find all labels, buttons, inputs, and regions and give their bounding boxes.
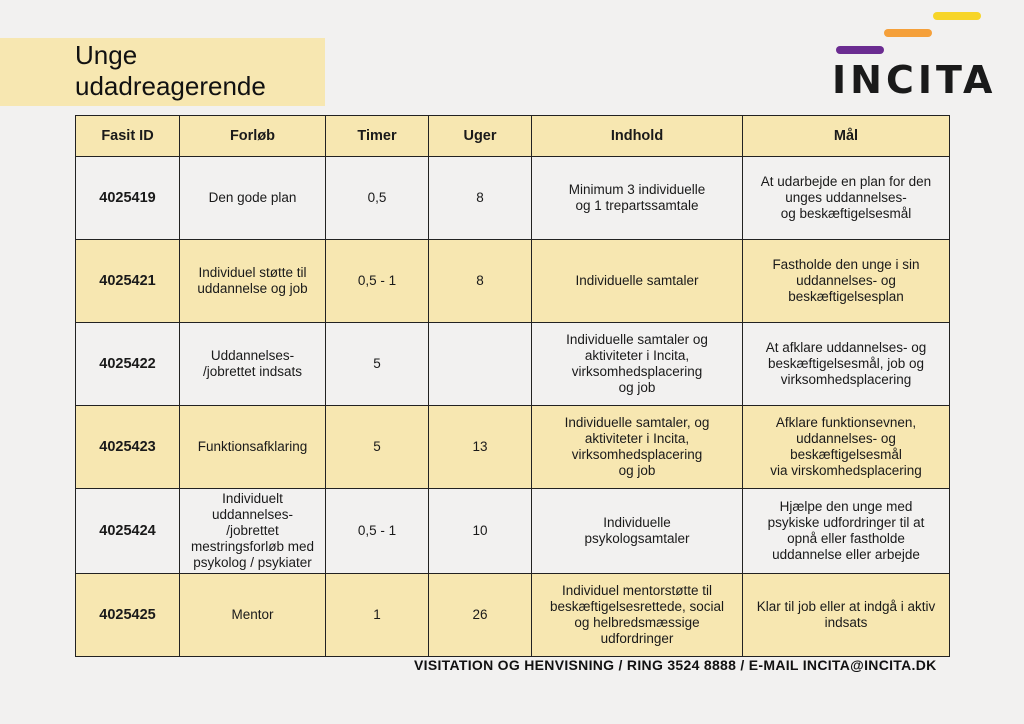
table-row: [76, 240, 950, 323]
cell-uger: 8: [429, 240, 532, 323]
cell-forlob: Uddannelses- /jobrettet indsats: [180, 323, 326, 406]
incita-logo: [832, 8, 997, 103]
cell-maal: Klar til job eller at indgå i aktiv indsats: [743, 574, 950, 657]
cell-timer: 0,5: [326, 157, 429, 240]
header-forlob: Forløb: [180, 116, 326, 157]
cell-maal: At udarbejde en plan for den unges uddannelses- og beskæftigelsesmål: [743, 157, 950, 240]
cell-fasit-id: 4025424: [76, 489, 180, 574]
services-table: [75, 115, 950, 657]
cell-maal: Hjælpe den unge med psykiske udfordringer til at opnå eller fastholde uddannelse eller arbejde: [743, 489, 950, 574]
table-row: [76, 323, 950, 406]
header-maal: Mål: [743, 116, 950, 157]
cell-timer: 0,5 - 1: [326, 489, 429, 574]
cell-forlob: Den gode plan: [180, 157, 326, 240]
logo-wordmark: INCITA: [832, 58, 997, 102]
cell-fasit-id: 4025421: [76, 240, 180, 323]
cell-uger: 10: [429, 489, 532, 574]
cell-uger: 8: [429, 157, 532, 240]
cell-timer: 0,5 - 1: [326, 240, 429, 323]
cell-maal: At afklare uddannelses- og beskæftigelsesmål, job og virksomhedsplacering: [743, 323, 950, 406]
cell-fasit-id: 4025423: [76, 406, 180, 489]
header-timer: Timer: [326, 116, 429, 157]
cell-uger: [429, 323, 532, 406]
cell-indhold: Individuelle samtaler og aktiviteter i Incita, virksomhedsplacering og job: [532, 323, 743, 406]
cell-uger: 26: [429, 574, 532, 657]
cell-indhold: Minimum 3 individuelle og 1 trepartssamtale: [532, 157, 743, 240]
contact-footer: VISITATION OG HENVISNING / RING 3524 8888 / E-MAIL INCITA@INCITA.DK: [414, 657, 937, 673]
cell-forlob: Mentor: [180, 574, 326, 657]
table-header-row: [76, 116, 950, 157]
logo-bar-purple: [836, 46, 884, 54]
cell-forlob: Individuel støtte til uddannelse og job: [180, 240, 326, 323]
table-row: [76, 406, 950, 489]
cell-fasit-id: 4025422: [76, 323, 180, 406]
table-row: [76, 489, 950, 574]
header-fasit-id: Fasit ID: [76, 116, 180, 157]
header-uger: Uger: [429, 116, 532, 157]
cell-indhold: Individuel mentorstøtte til beskæftigelsesrettede, social og helbredsmæssige udfordringer: [532, 574, 743, 657]
cell-forlob: Funktionsafklaring: [180, 406, 326, 489]
cell-maal: Fastholde den unge i sin uddannelses- og beskæftigelsesplan: [743, 240, 950, 323]
cell-fasit-id: 4025425: [76, 574, 180, 657]
table-row: [76, 574, 950, 657]
cell-timer: 5: [326, 323, 429, 406]
cell-timer: 5: [326, 406, 429, 489]
cell-timer: 1: [326, 574, 429, 657]
cell-fasit-id: 4025419: [76, 157, 180, 240]
cell-forlob: Individuelt uddannelses- /jobrettet mestringsforløb med psykolog / psykiater: [180, 489, 326, 574]
table-row: [76, 157, 950, 240]
cell-uger: 13: [429, 406, 532, 489]
logo-bar-orange: [884, 29, 932, 37]
page-title: Unge udadreagerende: [75, 40, 266, 101]
cell-indhold: Individuelle samtaler: [532, 240, 743, 323]
logo-bar-yellow: [933, 12, 981, 20]
cell-maal: Afklare funktionsevnen, uddannelses- og beskæftigelsesmål via virskomhedsplacering: [743, 406, 950, 489]
cell-indhold: Individuelle samtaler, og aktiviteter i Incita, virksomhedsplacering og job: [532, 406, 743, 489]
header-indhold: Indhold: [532, 116, 743, 157]
cell-indhold: Individuelle psykologsamtaler: [532, 489, 743, 574]
